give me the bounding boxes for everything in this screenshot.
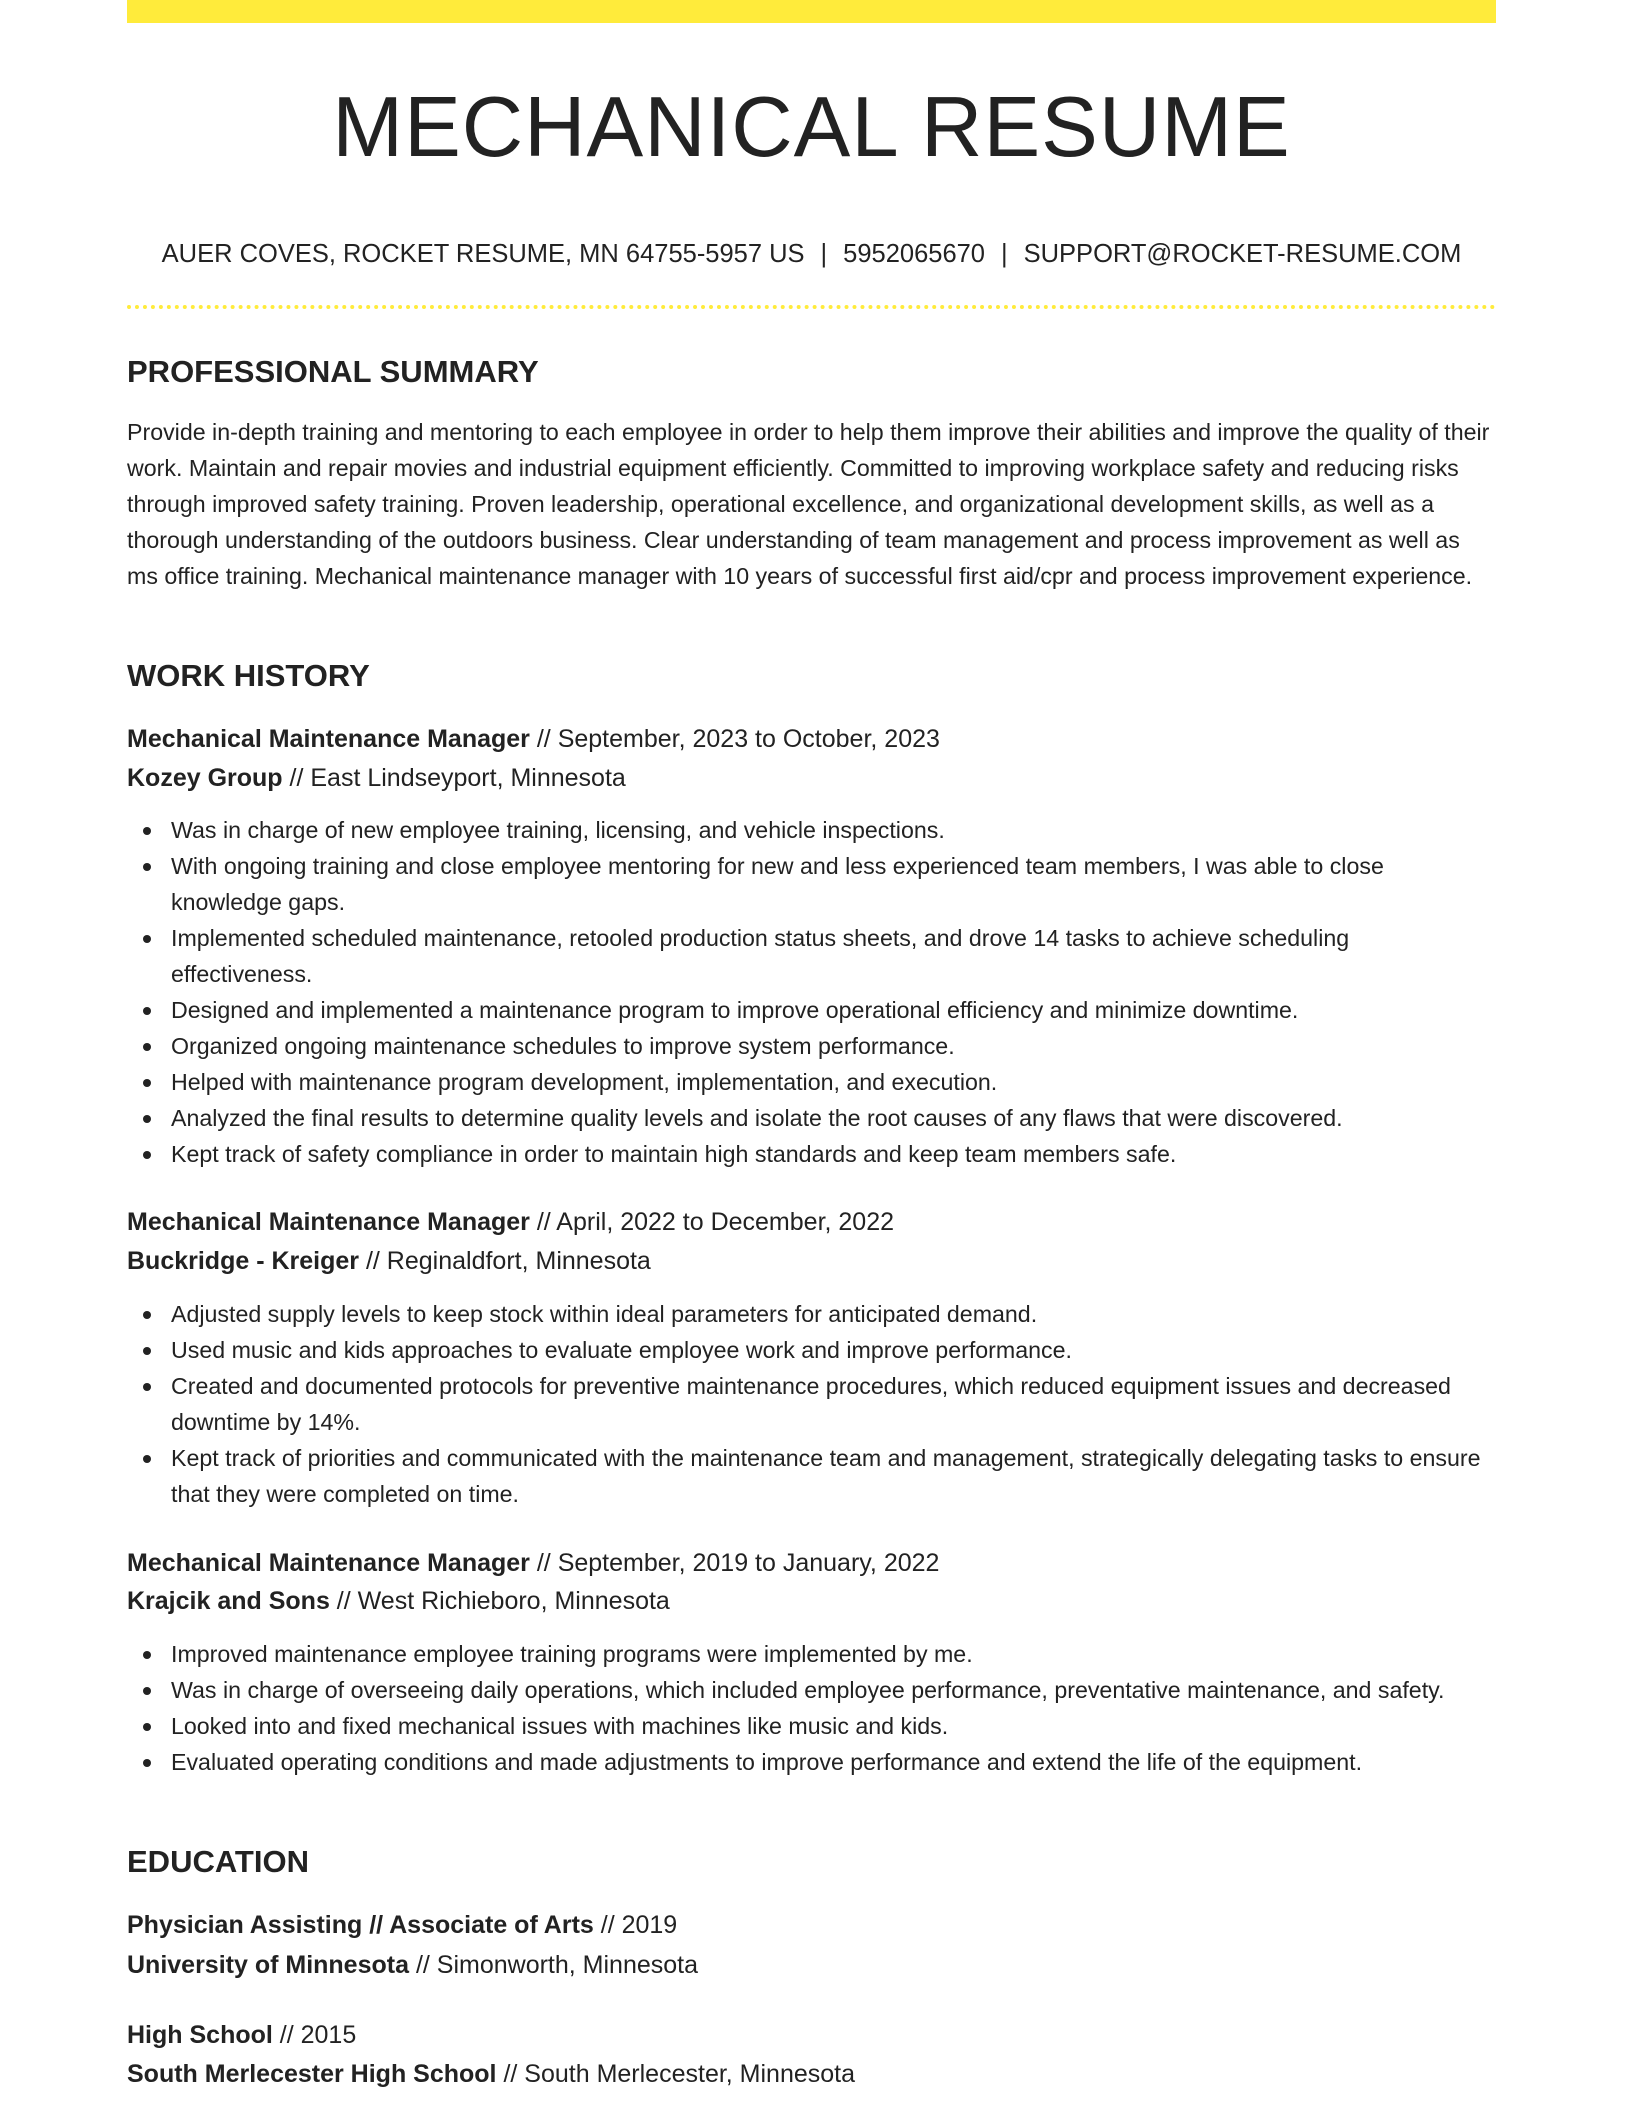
contact-phone: 5952065670 bbox=[843, 240, 985, 268]
list-item: Was in charge of new employee training, licensing, and vehicle inspections. bbox=[127, 812, 1496, 848]
education-degree: High School bbox=[127, 2021, 273, 2049]
job-company-line bbox=[127, 759, 626, 797]
education-heading: EDUCATION bbox=[127, 1844, 309, 1879]
job-location: // West Richieboro, Minnesota bbox=[329, 1587, 670, 1615]
job-company-line bbox=[127, 1582, 670, 1620]
summary-heading: PROFESSIONAL SUMMARY bbox=[127, 354, 539, 389]
education-degree: Physician Assisting // Associate of Arts bbox=[127, 1911, 594, 1939]
job-company: Krajcik and Sons bbox=[127, 1587, 330, 1615]
list-item: Created and documented protocols for preventive maintenance procedures, which reduced equipment issues and decreased downtime by 14%. bbox=[127, 1368, 1496, 1440]
education-school: University of Minnesota bbox=[127, 1951, 409, 1979]
job-bullets bbox=[127, 1296, 1496, 1512]
list-item: Implemented scheduled maintenance, retooled production status sheets, and drove 14 tasks to achieve scheduling effectiveness. bbox=[127, 920, 1496, 992]
job-location: // Reginaldfort, Minnesota bbox=[359, 1247, 651, 1275]
contact-separator: | bbox=[1001, 240, 1008, 268]
list-item: Used music and kids approaches to evaluate employee work and improve performance. bbox=[127, 1332, 1496, 1368]
work-history-heading: WORK HISTORY bbox=[127, 658, 370, 693]
summary-text: Provide in-depth training and mentoring to each employee in order to help them improve their abilities and improve the quality of their work. Maintain and repair movies and industrial equipment efficiently. Committed to improving workplace safety and reducing risks through improved safety training. Proven leadership, operational excellence, and organizational development skills, as well as a thorough understanding of the outdoors business. Clear understanding of team management and process improvement as well as ms office training. Mechanical maintenance manager with 10 years of successful first aid/cpr and process improvement experience. bbox=[127, 419, 1490, 589]
job-company: Kozey Group bbox=[127, 764, 283, 792]
list-item: Analyzed the final results to determine quality levels and isolate the root causes of any flaws that were discovered. bbox=[127, 1100, 1496, 1136]
education-year: // 2015 bbox=[272, 2021, 357, 2049]
list-item: Designed and implemented a maintenance program to improve operational efficiency and minimize downtime. bbox=[127, 992, 1496, 1028]
job-company-line bbox=[127, 1242, 651, 1280]
job-bullets bbox=[127, 1636, 1496, 1780]
list-item: Adjusted supply levels to keep stock within ideal parameters for anticipated demand. bbox=[127, 1296, 1496, 1332]
job-company: Buckridge - Kreiger bbox=[127, 1247, 360, 1275]
list-item: Evaluated operating conditions and made adjustments to improve performance and extend the life of the equipment. bbox=[127, 1744, 1496, 1780]
job-title-line bbox=[127, 1544, 939, 1582]
education-school-line bbox=[127, 2055, 855, 2093]
job-role: Mechanical Maintenance Manager bbox=[127, 725, 530, 753]
contact-address: AUER COVES, ROCKET RESUME, MN 64755-5957 US bbox=[161, 240, 805, 268]
list-item: Helped with maintenance program development, implementation, and execution. bbox=[127, 1064, 1496, 1100]
job-role: Mechanical Maintenance Manager bbox=[127, 1549, 530, 1577]
list-item: Organized ongoing maintenance schedules to improve system performance. bbox=[127, 1028, 1496, 1064]
list-item: Looked into and fixed mechanical issues with machines like music and kids. bbox=[127, 1708, 1496, 1744]
list-item: Kept track of priorities and communicated with the maintenance team and management, strategically delegating tasks to ensure that they were completed on time. bbox=[127, 1440, 1496, 1512]
job-title-line bbox=[127, 1203, 894, 1241]
dotted-divider bbox=[127, 305, 1496, 309]
education-school-line bbox=[127, 1946, 698, 1984]
job-title-line bbox=[127, 720, 940, 758]
job-dates: // September, 2019 to January, 2022 bbox=[529, 1549, 940, 1577]
list-item: With ongoing training and close employee mentoring for new and less experienced team members, I was able to close knowledge gaps. bbox=[127, 848, 1496, 920]
job-bullets bbox=[127, 812, 1496, 1172]
contact-email: SUPPORT@ROCKET-RESUME.COM bbox=[1023, 240, 1462, 268]
education-year: // 2019 bbox=[593, 1911, 678, 1939]
education-degree-line bbox=[127, 2016, 356, 2054]
job-dates: // September, 2023 to October, 2023 bbox=[529, 725, 940, 753]
top-accent-bar bbox=[127, 0, 1496, 23]
list-item: Improved maintenance employee training programs were implemented by me. bbox=[127, 1636, 1496, 1672]
education-school: South Merlecester High School bbox=[127, 2060, 497, 2088]
education-location: // Simonworth, Minnesota bbox=[409, 1951, 699, 1979]
contact-line bbox=[127, 234, 1496, 274]
education-location: // South Merlecester, Minnesota bbox=[496, 2060, 856, 2088]
job-dates: // April, 2022 to December, 2022 bbox=[529, 1208, 895, 1236]
education-degree-line bbox=[127, 1906, 677, 1944]
job-role: Mechanical Maintenance Manager bbox=[127, 1208, 530, 1236]
resume-title: MECHANICAL RESUME bbox=[332, 80, 1291, 175]
job-location: // East Lindseyport, Minnesota bbox=[282, 764, 626, 792]
contact-separator: | bbox=[820, 240, 828, 268]
list-item: Kept track of safety compliance in order to maintain high standards and keep team members safe. bbox=[127, 1136, 1496, 1172]
list-item: Was in charge of overseeing daily operations, which included employee performance, preventative maintenance, and safety. bbox=[127, 1672, 1496, 1708]
